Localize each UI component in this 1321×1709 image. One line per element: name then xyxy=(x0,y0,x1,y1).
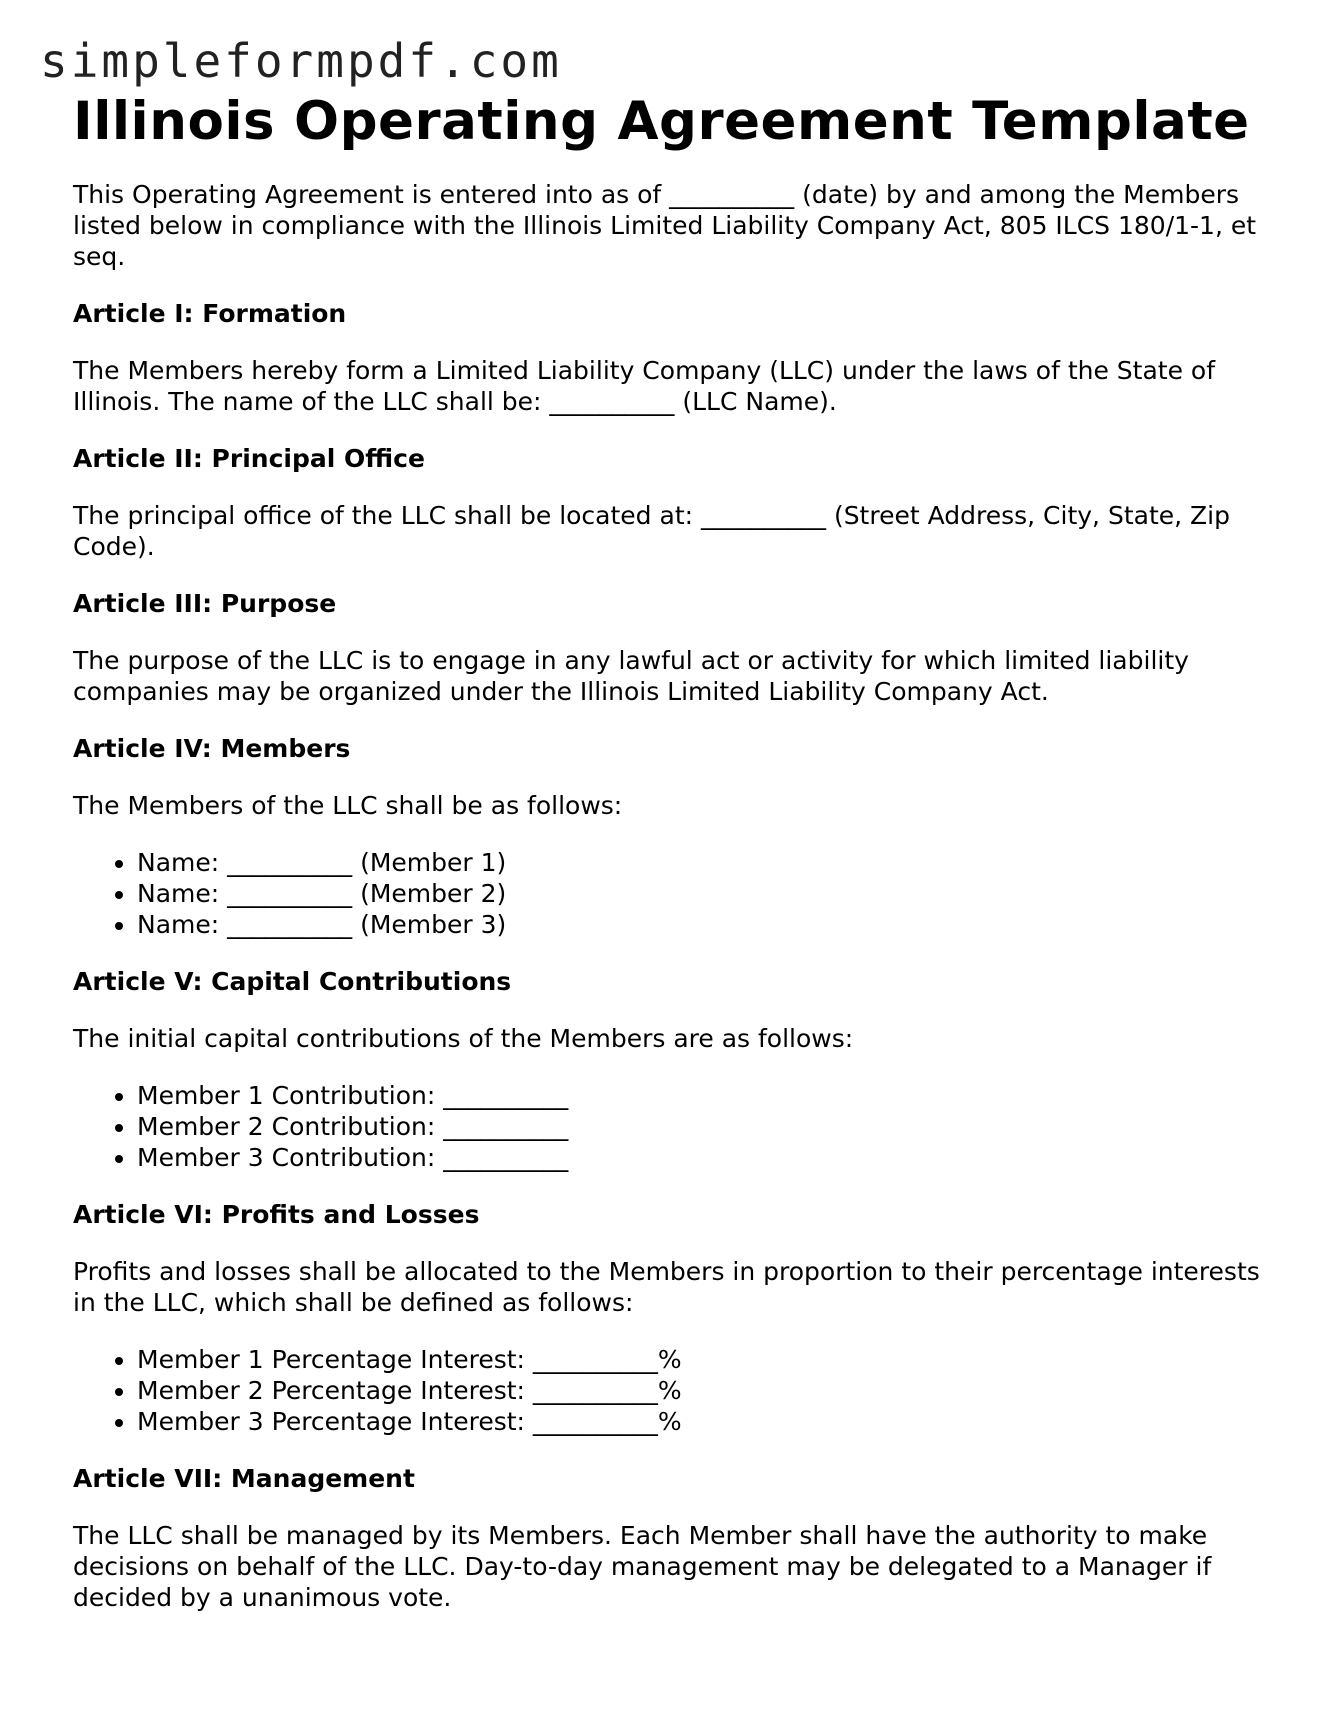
article-management xyxy=(73,1463,1273,1613)
article-text: The Members hereby form a Limited Liability Company (LLC) under the laws of the State of Illinois. The name of the LLC shall be: __________ (LLC Name). xyxy=(73,356,1216,416)
list-item: • Member 3 Contribution: __________ xyxy=(137,1142,1273,1173)
list-item: • Name: __________ (Member 2) xyxy=(137,878,1273,909)
article-heading: Article V: Capital Contributions xyxy=(73,967,512,996)
list-item: • Member 2 Percentage Interest: __________% xyxy=(137,1375,1273,1406)
page-title: Illinois Operating Agreement Template xyxy=(73,91,1250,152)
article-heading: Article I: Formation xyxy=(73,299,347,328)
list-item: • Member 3 Percentage Interest: __________% xyxy=(137,1406,1273,1437)
list-item: • Name: __________ (Member 1) xyxy=(137,847,1273,878)
article-text: The Members of the LLC shall be as follows: xyxy=(73,791,623,820)
intro-paragraph: This Operating Agreement is entered into as of __________ (date) by and among the Members listed below in compliance with the Illinois Limited Liability Company Act, 805 ILCS 180/1-1, et seq. xyxy=(73,180,1257,271)
article-heading: Article VII: Management xyxy=(73,1464,415,1493)
list-item: • Member 1 Contribution: __________ xyxy=(137,1080,1273,1111)
article-heading: Article IV: Members xyxy=(73,734,351,763)
article-capital-contributions xyxy=(73,966,1273,1173)
article-text: The LLC shall be managed by its Members. Each Member shall have the authority to make decisions on behalf of the LLC. Day-to-day management may be delegated to a Manager if decided by a unanimous vote. xyxy=(73,1521,1212,1612)
members-list xyxy=(73,847,1273,940)
document-body xyxy=(73,90,1273,1613)
article-heading: Article VI: Profits and Losses xyxy=(73,1200,480,1229)
article-text: The initial capital contributions of the Members are as follows: xyxy=(73,1024,854,1053)
article-members xyxy=(73,733,1273,940)
article-text: Profits and losses shall be allocated to the Members in proportion to their percentage interests in the LLC, which shall be defined as follows: xyxy=(73,1257,1260,1317)
contributions-list xyxy=(73,1080,1273,1173)
article-profits-losses xyxy=(73,1199,1273,1437)
article-heading: Article II: Principal Office xyxy=(73,444,425,473)
list-item: • Name: __________ (Member 3) xyxy=(137,909,1273,940)
percentage-list xyxy=(73,1344,1273,1437)
list-item: • Member 1 Percentage Interest: __________% xyxy=(137,1344,1273,1375)
article-text: The purpose of the LLC is to engage in any lawful act or activity for which limited liability companies may be organized under the Illinois Limited Liability Company Act. xyxy=(73,646,1189,706)
article-formation xyxy=(73,298,1273,417)
watermark: simpleformpdf.com xyxy=(40,34,562,88)
article-text: The principal office of the LLC shall be located at: __________ (Street Address, City, State, Zip Code). xyxy=(73,501,1230,561)
list-item: • Member 2 Contribution: __________ xyxy=(137,1111,1273,1142)
article-principal-office xyxy=(73,443,1273,562)
article-purpose xyxy=(73,588,1273,707)
article-heading: Article III: Purpose xyxy=(73,589,337,618)
